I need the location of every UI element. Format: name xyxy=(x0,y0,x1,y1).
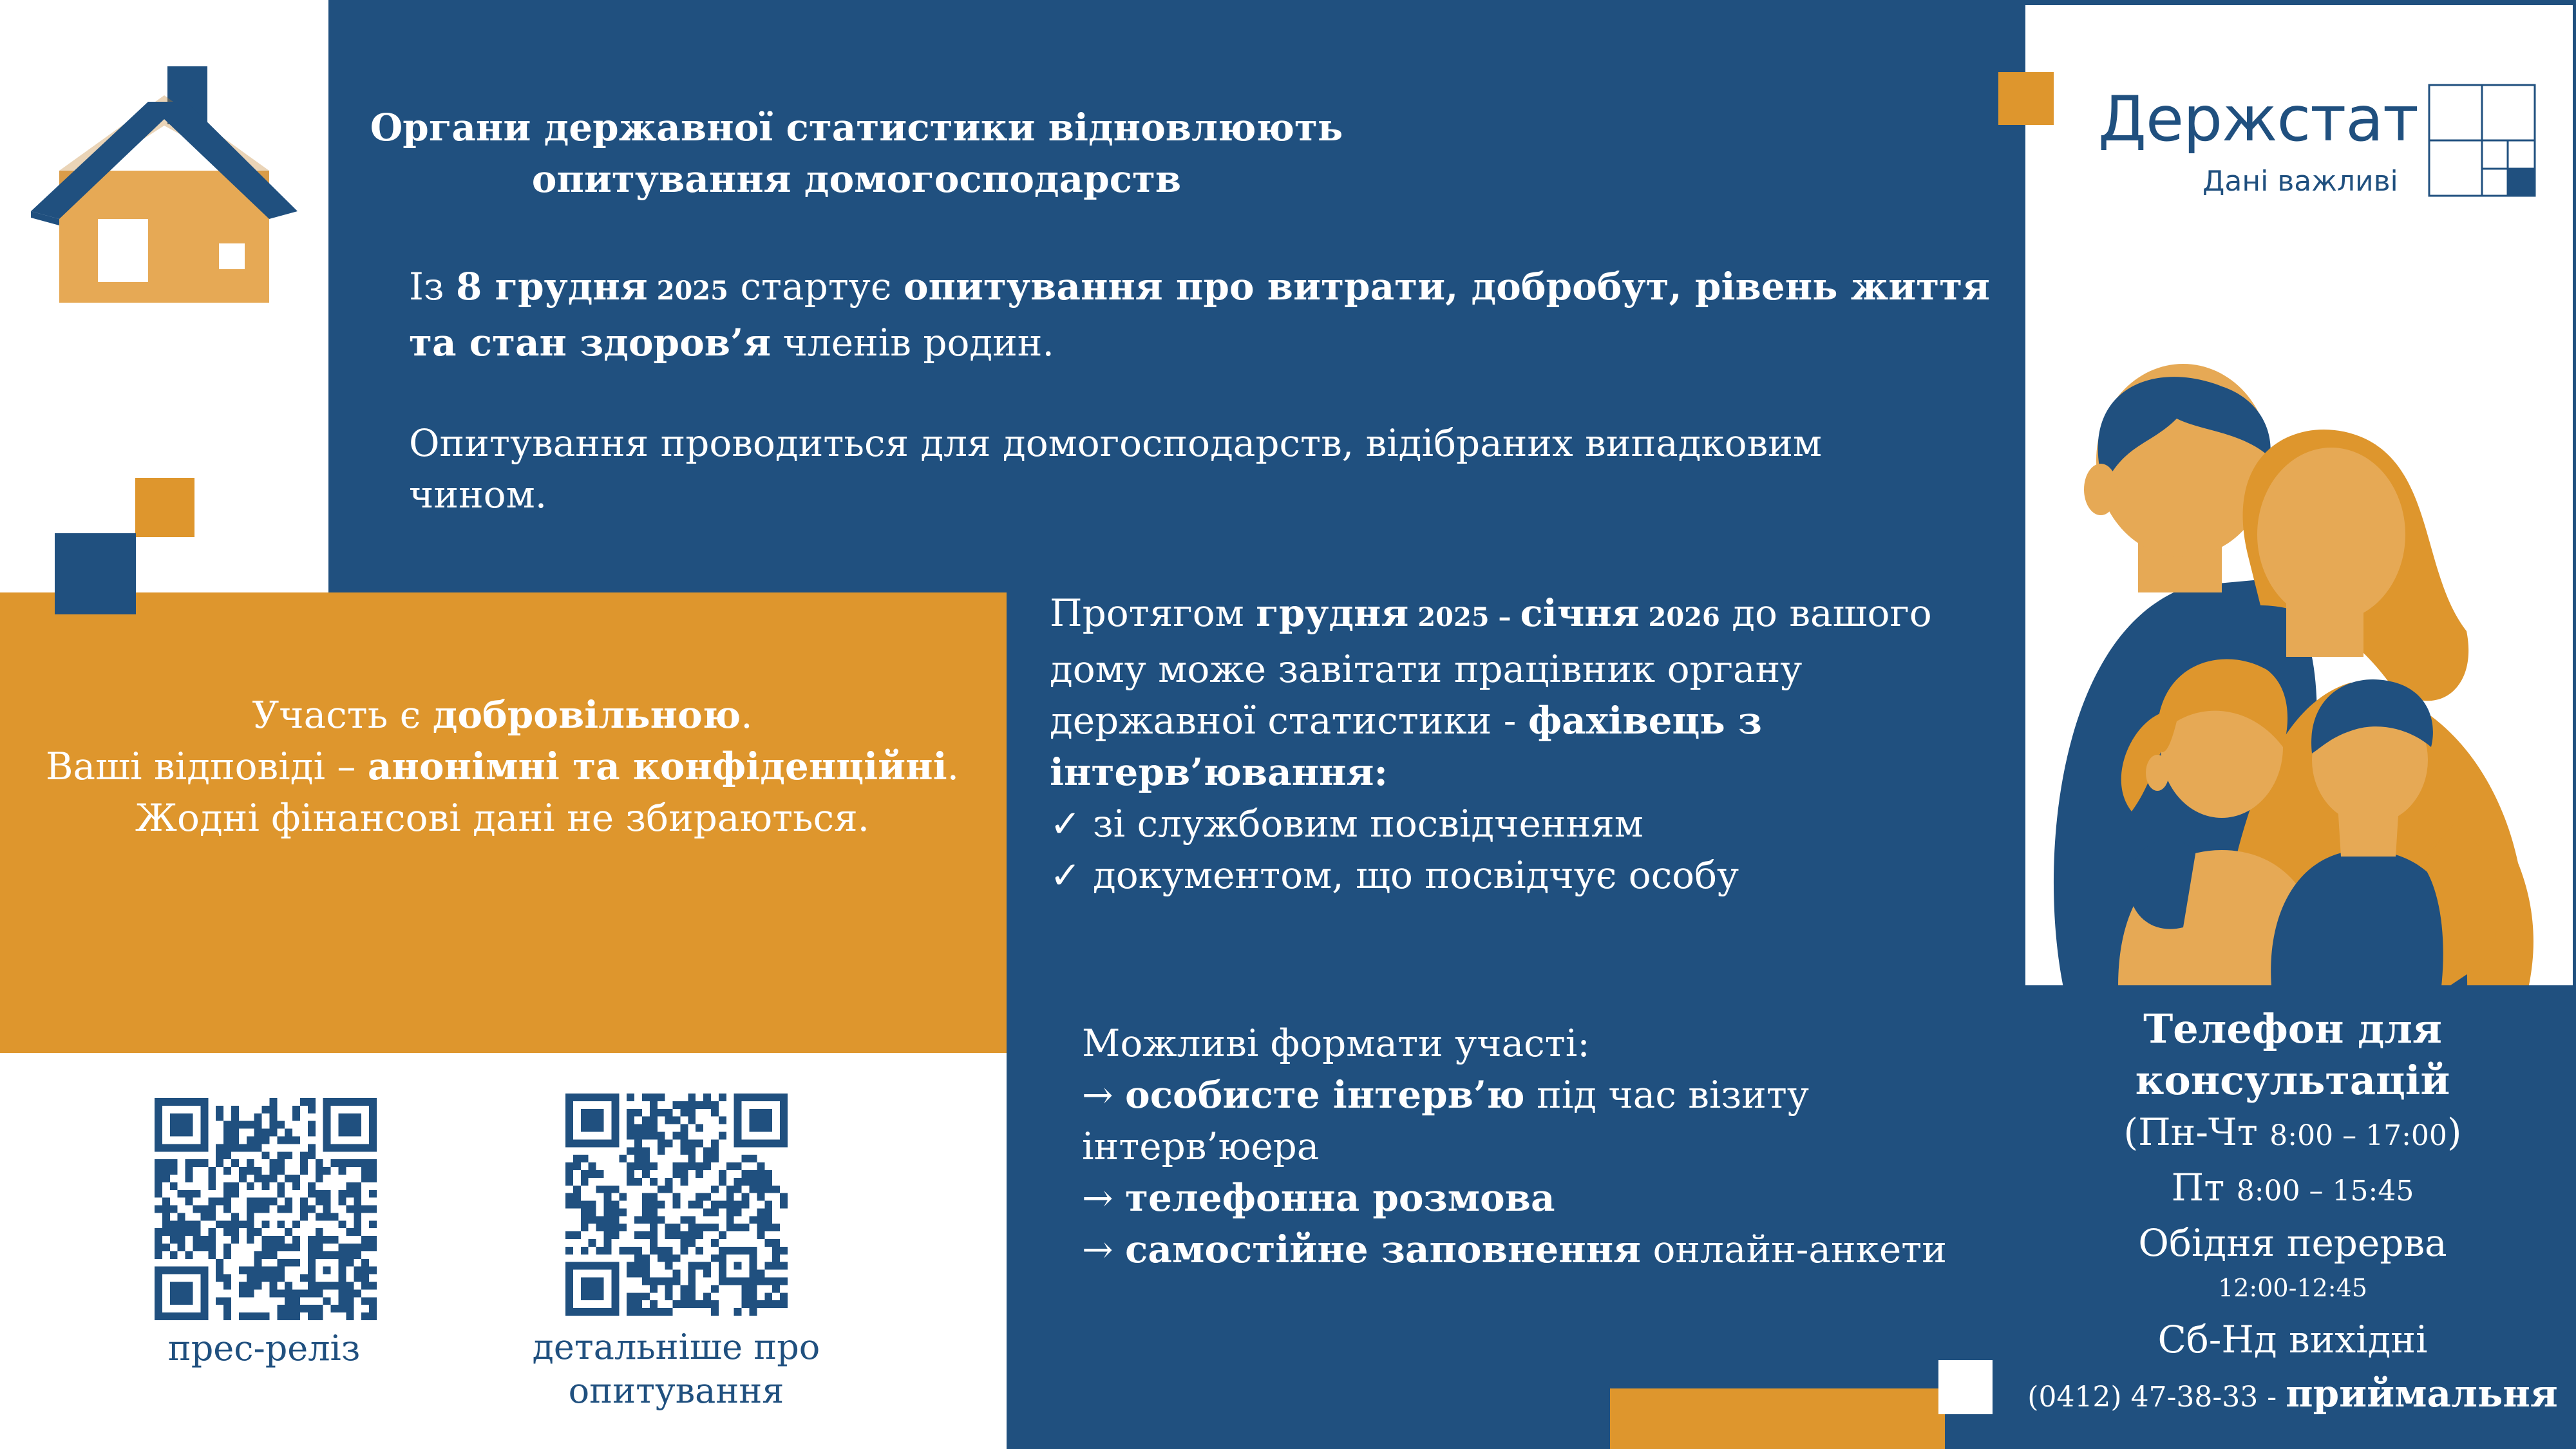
qr-label-line-2: опитування xyxy=(568,1370,784,1411)
arrow-icon: → xyxy=(1082,1176,1126,1220)
days-label: Пт xyxy=(2171,1166,2237,1209)
deco-square xyxy=(1938,1360,1993,1414)
voluntary-text-part: . xyxy=(947,744,960,788)
phone-number[interactable]: (0412) 47-38-33 xyxy=(2027,1381,2259,1414)
intro-year: 2025 xyxy=(647,276,728,306)
days-label: (Пн-Чт xyxy=(2123,1110,2270,1154)
weekend-label: Сб-Нд вихідні xyxy=(2157,1318,2428,1361)
visit-interviewer: фахівець з інтерв’ювання xyxy=(1050,699,1762,794)
format-desc: під час візиту інтерв’юера xyxy=(1082,1073,1809,1168)
voluntary-line-3: Жодні фінансові дані не збираються. xyxy=(135,796,870,840)
visit-text-part: Протягом xyxy=(1050,591,1256,635)
house-icon xyxy=(26,64,303,309)
voluntary-line-1 xyxy=(0,689,1005,741)
intro-text: Із xyxy=(409,265,456,308)
intro-date: 8 грудня xyxy=(455,265,648,308)
visit-month-start: грудня xyxy=(1256,591,1409,635)
voluntary-text-part: . xyxy=(741,693,753,737)
voluntary-text-part: Участь є xyxy=(252,693,433,737)
visit-year-start: 2025 – xyxy=(1408,602,1520,632)
formats-paragraph xyxy=(1082,1018,2003,1275)
visit-text-part: до вашого дому може завітати працівник органу державної статистики - xyxy=(1050,591,1932,743)
qr-panel xyxy=(0,1053,1007,1449)
phone-title-line-2: консультацій xyxy=(2135,1057,2450,1104)
formats-heading: Можливі формати участі: xyxy=(1082,1021,1590,1065)
voluntary-text-part: Ваші відповіді – xyxy=(45,744,368,788)
title-line-2: опитування домогосподарств xyxy=(531,157,1182,201)
format-desc: онлайн-анкети xyxy=(1641,1227,1947,1271)
hours-fri xyxy=(2022,1162,2563,1217)
deco-bar xyxy=(1610,1388,1945,1449)
qr-label-line-1: детальніше про xyxy=(532,1327,820,1367)
hours-value: 8:00 – 17:00 xyxy=(2269,1119,2447,1152)
format-item-interview xyxy=(1082,1069,2003,1172)
hours-mon-thu xyxy=(2022,1106,2563,1162)
check-item-id: ✓ зі службовим посвідченням xyxy=(1050,802,1643,846)
format-item-phone xyxy=(1082,1172,2003,1224)
qr-code-icon[interactable] xyxy=(565,1094,788,1316)
visit-text xyxy=(1050,587,1964,798)
intro-survey-topics: опитування про витрати, добробут, рівень життя та стан здоров’я xyxy=(409,265,1991,365)
title-line-1: Органи державної статистики відновлюють xyxy=(370,106,1343,149)
voluntary-line-2 xyxy=(0,741,1005,792)
deco-square xyxy=(55,533,136,614)
phone-sep: - xyxy=(2258,1381,2286,1414)
qr-label-details xyxy=(509,1325,844,1413)
visit-month-end: січня xyxy=(1520,591,1640,635)
voluntary-text xyxy=(0,689,1005,844)
arrow-icon: → xyxy=(1082,1227,1126,1271)
check-item-document: ✓ документом, що посвідчує особу xyxy=(1050,853,1739,897)
visit-colon: : xyxy=(1374,750,1388,794)
deco-square xyxy=(135,478,194,537)
derzhstat-logo-icon xyxy=(2428,84,2537,200)
deco-square xyxy=(1998,72,2054,125)
format-name: самостійне заповнення xyxy=(1125,1227,1642,1271)
phone-title-line-1: Телефон для xyxy=(2143,1005,2442,1052)
lunch-label: Обідня перерва xyxy=(2138,1221,2447,1265)
selection-paragraph: Опитування проводиться для домогосподарств, відібраних випадковим чином. xyxy=(409,421,1823,516)
hours-value: 8:00 – 15:45 xyxy=(2236,1175,2414,1208)
lunch-hours: 12:00-12:45 xyxy=(2218,1274,2367,1302)
family-illustration xyxy=(2029,361,2570,985)
qr-code-icon[interactable] xyxy=(155,1098,377,1320)
voluntary-emphasis: добровільною xyxy=(432,693,741,737)
intro-paragraph xyxy=(409,261,2006,368)
arrow-icon: → xyxy=(1082,1073,1126,1117)
format-name: особисте інтерв’ю xyxy=(1125,1073,1525,1117)
intro-text: членів родин. xyxy=(771,321,1054,365)
format-name: телефонна розмова xyxy=(1125,1176,1555,1220)
reception-label: приймальня xyxy=(2286,1372,2558,1416)
logo-tagline: Дані важливі xyxy=(2202,165,2398,198)
phone-number-line xyxy=(2022,1368,2563,1423)
format-item-online xyxy=(1082,1224,2003,1275)
anonymity-emphasis: анонімні та конфіденційні xyxy=(367,744,947,788)
phone-info xyxy=(2022,1003,2563,1423)
logo-name: Держстат xyxy=(2098,83,2418,155)
page-title xyxy=(348,102,1365,205)
visit-year-end: 2026 xyxy=(1639,602,1720,632)
visit-paragraph xyxy=(1050,587,1964,901)
intro-text: стартує xyxy=(728,265,904,308)
days-label-end: ) xyxy=(2447,1110,2462,1154)
qr-label-press-release: прес-реліз xyxy=(167,1328,361,1368)
